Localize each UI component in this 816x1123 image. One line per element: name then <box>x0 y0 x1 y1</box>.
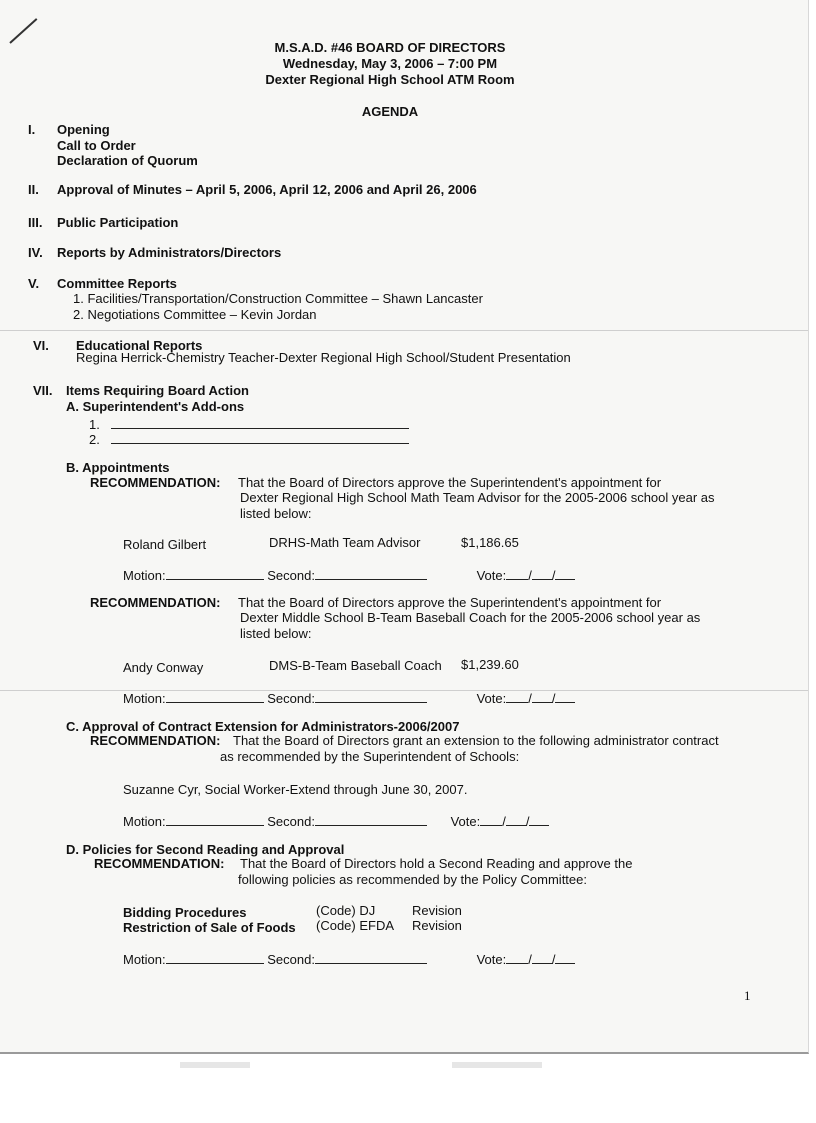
recommendation-text: That the Board of Directors hold a Second Reading and approve the <box>240 856 633 871</box>
document-header <box>240 40 540 88</box>
section-number: VII. <box>33 383 53 398</box>
motion-label: Motion: <box>123 814 166 829</box>
subsection-a-label: A. Superintendent's Add-ons <box>66 399 245 414</box>
motion-label: Motion: <box>123 568 166 583</box>
motion-row: Motion: Second: Vote: / / <box>123 813 549 829</box>
second-blank[interactable] <box>315 567 427 580</box>
appointee-name: Andy Conway <box>123 660 204 675</box>
motion-row: Motion: Second: Vote: / / <box>123 567 575 583</box>
second-label: Second: <box>267 814 315 829</box>
vote-label: Vote: <box>476 952 507 967</box>
motion-label: Motion: <box>123 691 166 706</box>
policy-status: Revision <box>412 903 462 918</box>
recommendation-label: RECOMMENDATION: <box>90 475 221 490</box>
appointment-position: DMS-B-Team Baseball Coach <box>269 658 442 673</box>
vote-label: Vote: <box>476 691 507 706</box>
recommendation-text: following policies as recommended by the Policy Committee: <box>238 872 587 887</box>
recommendation-label: RECOMMENDATION: <box>90 733 221 748</box>
subsection-d-label: D. Policies for Second Reading and Approval <box>66 842 345 857</box>
contract-extension-entry: Suzanne Cyr, Social Worker-Extend through June 30, 2007. <box>123 782 468 797</box>
vote-label: Vote: <box>476 568 507 583</box>
section-i-item: Call to Order <box>57 138 136 153</box>
motion-row: Motion: Second: Vote: / / <box>123 690 575 706</box>
second-blank[interactable] <box>315 951 427 964</box>
vote-blank[interactable] <box>480 813 502 826</box>
section-number: III. <box>28 215 43 230</box>
scan-artifact <box>180 1062 250 1068</box>
add-on-line <box>89 431 409 448</box>
page-number: 1 <box>744 988 751 1003</box>
appointment-amount: $1,186.65 <box>461 535 519 550</box>
recommendation-text: as recommended by the Superintendent of Schools: <box>220 749 520 764</box>
section-number: IV. <box>28 245 43 260</box>
second-blank[interactable] <box>315 813 427 826</box>
motion-blank[interactable] <box>166 813 264 826</box>
policy-name: Bidding Procedures <box>123 905 247 920</box>
add-on-number: 1. <box>89 417 100 432</box>
blank-line <box>111 431 409 444</box>
section-number: II. <box>28 182 39 197</box>
policy-name: Restriction of Sale of Foods <box>123 920 296 935</box>
policy-code: (Code) DJ <box>316 903 376 918</box>
scan-artifact <box>452 1062 542 1068</box>
motion-blank[interactable] <box>166 690 264 703</box>
vote-blank[interactable] <box>555 567 575 580</box>
second-label: Second: <box>267 691 315 706</box>
agenda-title: AGENDA <box>361 104 419 119</box>
section-number: I. <box>28 122 36 137</box>
second-label: Second: <box>267 952 315 967</box>
section-v-title: Committee Reports <box>57 276 177 291</box>
recommendation-label: RECOMMENDATION: <box>94 856 225 871</box>
vote-blank[interactable] <box>506 813 526 826</box>
header-line-2: Wednesday, May 3, 2006 – 7:00 PM <box>282 56 498 71</box>
policy-code: (Code) EFDA <box>316 918 395 933</box>
section-iv-title: Reports by Administrators/Directors <box>57 245 282 260</box>
recommendation-text: That the Board of Directors approve the Superintendent's appointment for <box>238 595 662 610</box>
educational-report-text: Regina Herrick-Chemistry Teacher-Dexter Regional High School/Student Presentation <box>76 350 571 365</box>
recommendation-label: RECOMMENDATION: <box>90 595 221 610</box>
policy-status: Revision <box>412 918 462 933</box>
second-blank[interactable] <box>315 690 427 703</box>
pen-mark <box>9 18 37 44</box>
section-number: VI. <box>33 338 49 353</box>
subsection-b-label: B. Appointments <box>66 460 170 475</box>
second-label: Second: <box>267 568 315 583</box>
vote-blank[interactable] <box>506 951 528 964</box>
section-number: V. <box>28 276 40 291</box>
header-line-1: M.S.A.D. #46 BOARD OF DIRECTORS <box>274 40 506 55</box>
blank-line <box>111 416 409 429</box>
section-i-item: Opening <box>57 122 110 137</box>
recommendation-text: That the Board of Directors grant an extension to the following administrator contract <box>233 733 719 748</box>
vote-blank[interactable] <box>506 567 528 580</box>
recommendation-text: listed below: <box>240 506 312 521</box>
section-i-item: Declaration of Quorum <box>57 153 198 168</box>
vote-blank[interactable] <box>555 951 575 964</box>
vote-blank[interactable] <box>506 690 528 703</box>
committee-item: 2. Negotiations Committee – Kevin Jordan <box>73 307 317 322</box>
section-vi-title: Educational Reports <box>76 338 203 353</box>
recommendation-text: That the Board of Directors approve the Superintendent's appointment for <box>238 475 662 490</box>
vote-blank[interactable] <box>532 567 552 580</box>
vote-blank[interactable] <box>532 951 552 964</box>
appointment-position: DRHS-Math Team Advisor <box>269 535 421 550</box>
motion-row: Motion: Second: Vote: / / <box>123 951 575 967</box>
section-vii-title: Items Requiring Board Action <box>66 383 249 398</box>
motion-label: Motion: <box>123 952 166 967</box>
recommendation-text: Dexter Regional High School Math Team Advisor for the 2005-2006 school year as <box>240 490 715 505</box>
add-on-number: 2. <box>89 432 100 447</box>
section-iii-title: Public Participation <box>57 215 179 230</box>
subsection-c-label: C. Approval of Contract Extension for Administrators-2006/2007 <box>66 719 460 734</box>
committee-item: 1. Facilities/Transportation/Construction Committee – Shawn Lancaster <box>73 291 483 306</box>
vote-blank[interactable] <box>532 690 552 703</box>
appointment-amount: $1,239.60 <box>461 657 519 672</box>
motion-blank[interactable] <box>166 567 264 580</box>
motion-blank[interactable] <box>166 951 264 964</box>
vote-blank[interactable] <box>529 813 549 826</box>
recommendation-text: listed below: <box>240 626 312 641</box>
vote-label: Vote: <box>450 814 481 829</box>
recommendation-text: Dexter Middle School B-Team Baseball Coach for the 2005-2006 school year as <box>240 610 701 625</box>
fold-line <box>0 330 808 331</box>
section-ii-title: Approval of Minutes – April 5, 2006, April 12, 2006 and April 26, 2006 <box>57 182 477 197</box>
header-line-3: Dexter Regional High School ATM Room <box>265 72 515 87</box>
appointee-name: Roland Gilbert <box>123 537 207 552</box>
vote-blank[interactable] <box>555 690 575 703</box>
